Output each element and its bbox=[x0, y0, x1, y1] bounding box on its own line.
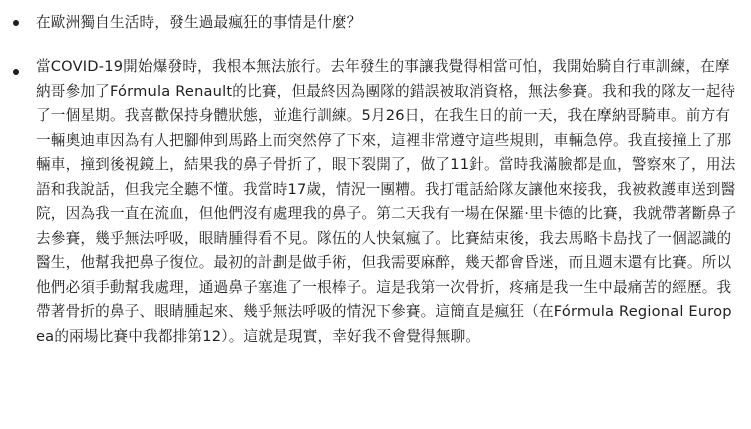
bullet-icon bbox=[13, 20, 19, 26]
document-body bbox=[0, 11, 751, 429]
answer-item bbox=[0, 55, 740, 349]
question-item bbox=[0, 11, 751, 35]
answer-text: 當COVID-19開始爆發時，我根本無法旅行。去年發生的事讓我覺得相當可怕，我開始騎自行車訓練，在摩納哥參加了Fórmula Renault的比賽，但最終因為團隊的錯誤被取消資格，無法參賽。我和我的隊友一起待了一個星期。我喜歡保持身體狀態，並進行訓練。5月26日，在我生日的前一天，我在摩納哥騎車。前方有一輛奧迪車因為有人把腳伸到馬路上而突然停了下來，這裡非常遵守這些規則，車輛急停。我直接撞上了那輛車，撞到後視鏡上，結果我的鼻子骨折了，眼下裂開了，做了11針。當時我滿臉都是血，警察來了，用法語和我說話，但我完全聽不懂。我當時17歲，情況一團糟。我打電話給隊友讓他來接我，我被救護車送到醫院，因為我一直在流血，但他們沒有處理我的鼻子。第二天我有一場在保羅·里卡德的比賽，我就帶著斷鼻子去參賽，幾乎無法呼吸，眼睛腫得看不見。隊伍的人快氣瘋了。比賽結束後，我去馬略卡島找了一個認識的醫生，他幫我把鼻子復位。最初的計劃是做手術，但我需要麻醉，幾天都會昏迷，而且週末還有比賽。所以他們必須手動幫我處理，通過鼻子塞進了一根棒子。這是我第一次骨折，疼痛是我一生中最痛苦的經歷。我帶著骨折的鼻子、眼睛腫起來、幾乎無法呼吸的情況下參賽。這簡直是瘋狂（在Fórmula Regional Europea的兩場比賽中我都排第12）。這就是現實，幸好我不會覺得無聊。 bbox=[36, 58, 737, 345]
qa-list bbox=[0, 11, 751, 349]
bullet-icon bbox=[13, 69, 19, 75]
question-text: 在歐洲獨自生活時，發生過最瘋狂的事情是什麼？ bbox=[36, 14, 362, 31]
